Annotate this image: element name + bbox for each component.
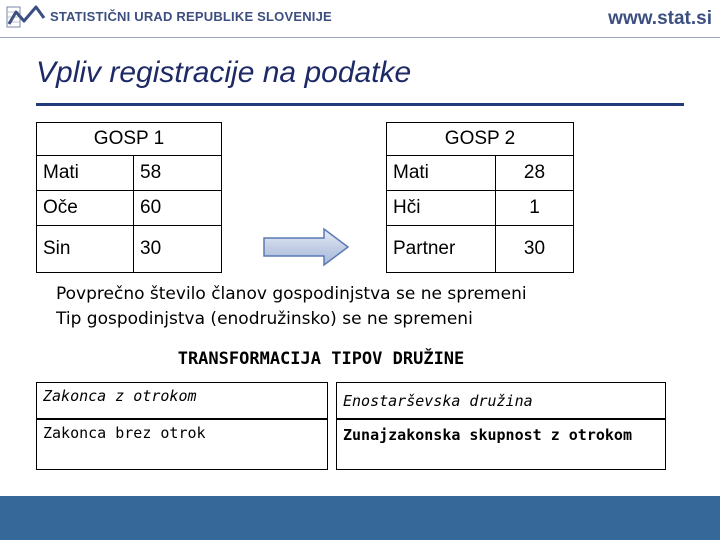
table-header: GOSP 1 (37, 123, 222, 156)
member-cell: Partner (387, 226, 496, 273)
age-cell: 28 (496, 156, 574, 191)
age-cell: 60 (134, 191, 222, 226)
member-cell: Mati (387, 156, 496, 191)
website-link[interactable]: www.stat.si (608, 8, 712, 29)
table-header: GOSP 2 (387, 123, 574, 156)
header-divider (0, 37, 720, 38)
household-1-table (36, 122, 222, 273)
transform-to-cell: Zunajzakonska skupnost z otrokom (336, 419, 666, 470)
transform-to-cell: Enostarševska družina (336, 382, 666, 419)
slide-title: Vpliv registracije na podatke (36, 56, 412, 89)
organization-name: STATISTIČNI URAD REPUBLIKE SLOVENIJE (50, 9, 332, 24)
footer-bar (0, 496, 720, 540)
age-cell: 30 (134, 226, 222, 273)
member-cell: Hči (387, 191, 496, 226)
member-cell: Oče (37, 191, 134, 226)
age-cell: 1 (496, 191, 574, 226)
age-cell: 58 (134, 156, 222, 191)
title-underline (36, 103, 684, 106)
header-bar (0, 0, 720, 38)
note-line: Povprečno število članov gospodinjstva se ne spremeni (56, 284, 527, 304)
member-cell: Mati (37, 156, 134, 191)
age-cell: 30 (496, 226, 574, 273)
section-heading (0, 349, 720, 369)
household-2-table (386, 122, 574, 273)
note-line: Tip gospodinjstva (enodružinsko) se ne spremeni (56, 309, 473, 329)
section-heading-text: TRANSFORMACIJA TIPOV DRUŽINE (177, 349, 465, 369)
transform-from-text: Zakonca brez otrok (43, 424, 206, 442)
transform-from-cell: Zakonca z otrokom (36, 382, 328, 419)
right-arrow-icon (262, 227, 350, 267)
member-cell: Sin (37, 226, 134, 273)
sors-logo-icon (6, 4, 46, 30)
transform-from-cell (36, 419, 328, 470)
